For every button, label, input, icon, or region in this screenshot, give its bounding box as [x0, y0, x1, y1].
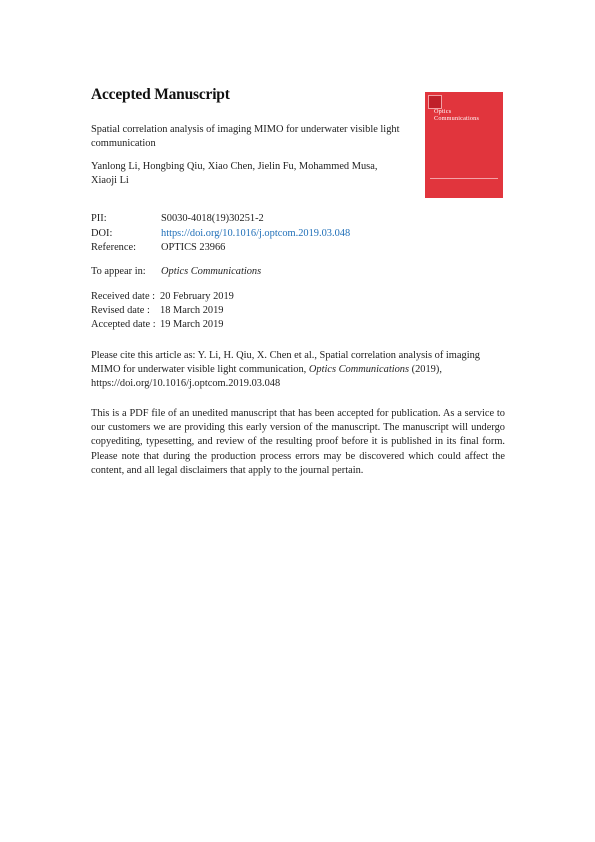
pii-label: PII: — [91, 213, 107, 224]
received-date-value: 20 February 2019 — [160, 291, 234, 302]
journal-cover-image — [425, 92, 503, 198]
appear-in-label: To appear in: — [91, 266, 146, 277]
pii-value: S0030-4018(19)30251-2 — [161, 213, 264, 224]
disclaimer-paragraph: This is a PDF file of an unedited manuscript that has been accepted for publication. As a service to our customers we are providing this early version of the manuscript. The manuscript will undergo copyediting, typesetting, and review of the resulting proof before it is published in its final form. Please note that during the production process errors may be discovered which could affect the content, and all legal disclaimers that apply to the journal pertain. — [91, 408, 505, 476]
article-authors: Yanlong Li, Hongbing Qiu, Xiao Chen, Jielin Fu, Mohammed Musa, Xiaoji Li — [91, 161, 378, 186]
appear-in-row — [91, 265, 262, 279]
doi-label: DOI: — [91, 228, 113, 239]
publisher-logo-icon — [428, 95, 442, 109]
reference-label: Reference: — [91, 242, 136, 253]
journal-name: Optics Communications — [161, 266, 262, 277]
pii-row — [91, 212, 264, 226]
accepted-date-label: Accepted date : — [91, 319, 156, 330]
received-date-row — [91, 290, 234, 304]
revised-date-label: Revised date : — [91, 305, 150, 316]
doi-row — [91, 227, 351, 241]
accepted-date-value: 19 March 2019 — [160, 319, 224, 330]
cover-journal-title: Optics Communications — [434, 108, 480, 122]
reference-value: OPTICS 23966 — [161, 242, 226, 253]
accepted-date-row — [91, 318, 224, 332]
article-title: Spatial correlation analysis of imaging MIMO for underwater visible light communication — [91, 124, 400, 149]
revised-date-row — [91, 304, 224, 318]
citation-prefix: Please cite this article as: Y. Li, H. Qiu, X. Chen et al., Spatial correlation analysis of imaging MIMO for underwater visible light communication, — [91, 350, 480, 375]
citation-suffix: (2019), https://doi.org/10.1016/j.optcom.2019.03.048 — [91, 364, 442, 389]
received-date-label: Received date : — [91, 291, 156, 302]
revised-date-value: 18 March 2019 — [160, 305, 224, 316]
doi-link[interactable]: https://doi.org/10.1016/j.optcom.2019.03.048 — [161, 228, 351, 239]
cover-divider — [430, 178, 498, 179]
page-heading: Accepted Manuscript — [91, 86, 230, 103]
reference-row — [91, 241, 226, 255]
citation-paragraph — [91, 349, 491, 391]
citation-journal: Optics Communications — [308, 364, 410, 375]
